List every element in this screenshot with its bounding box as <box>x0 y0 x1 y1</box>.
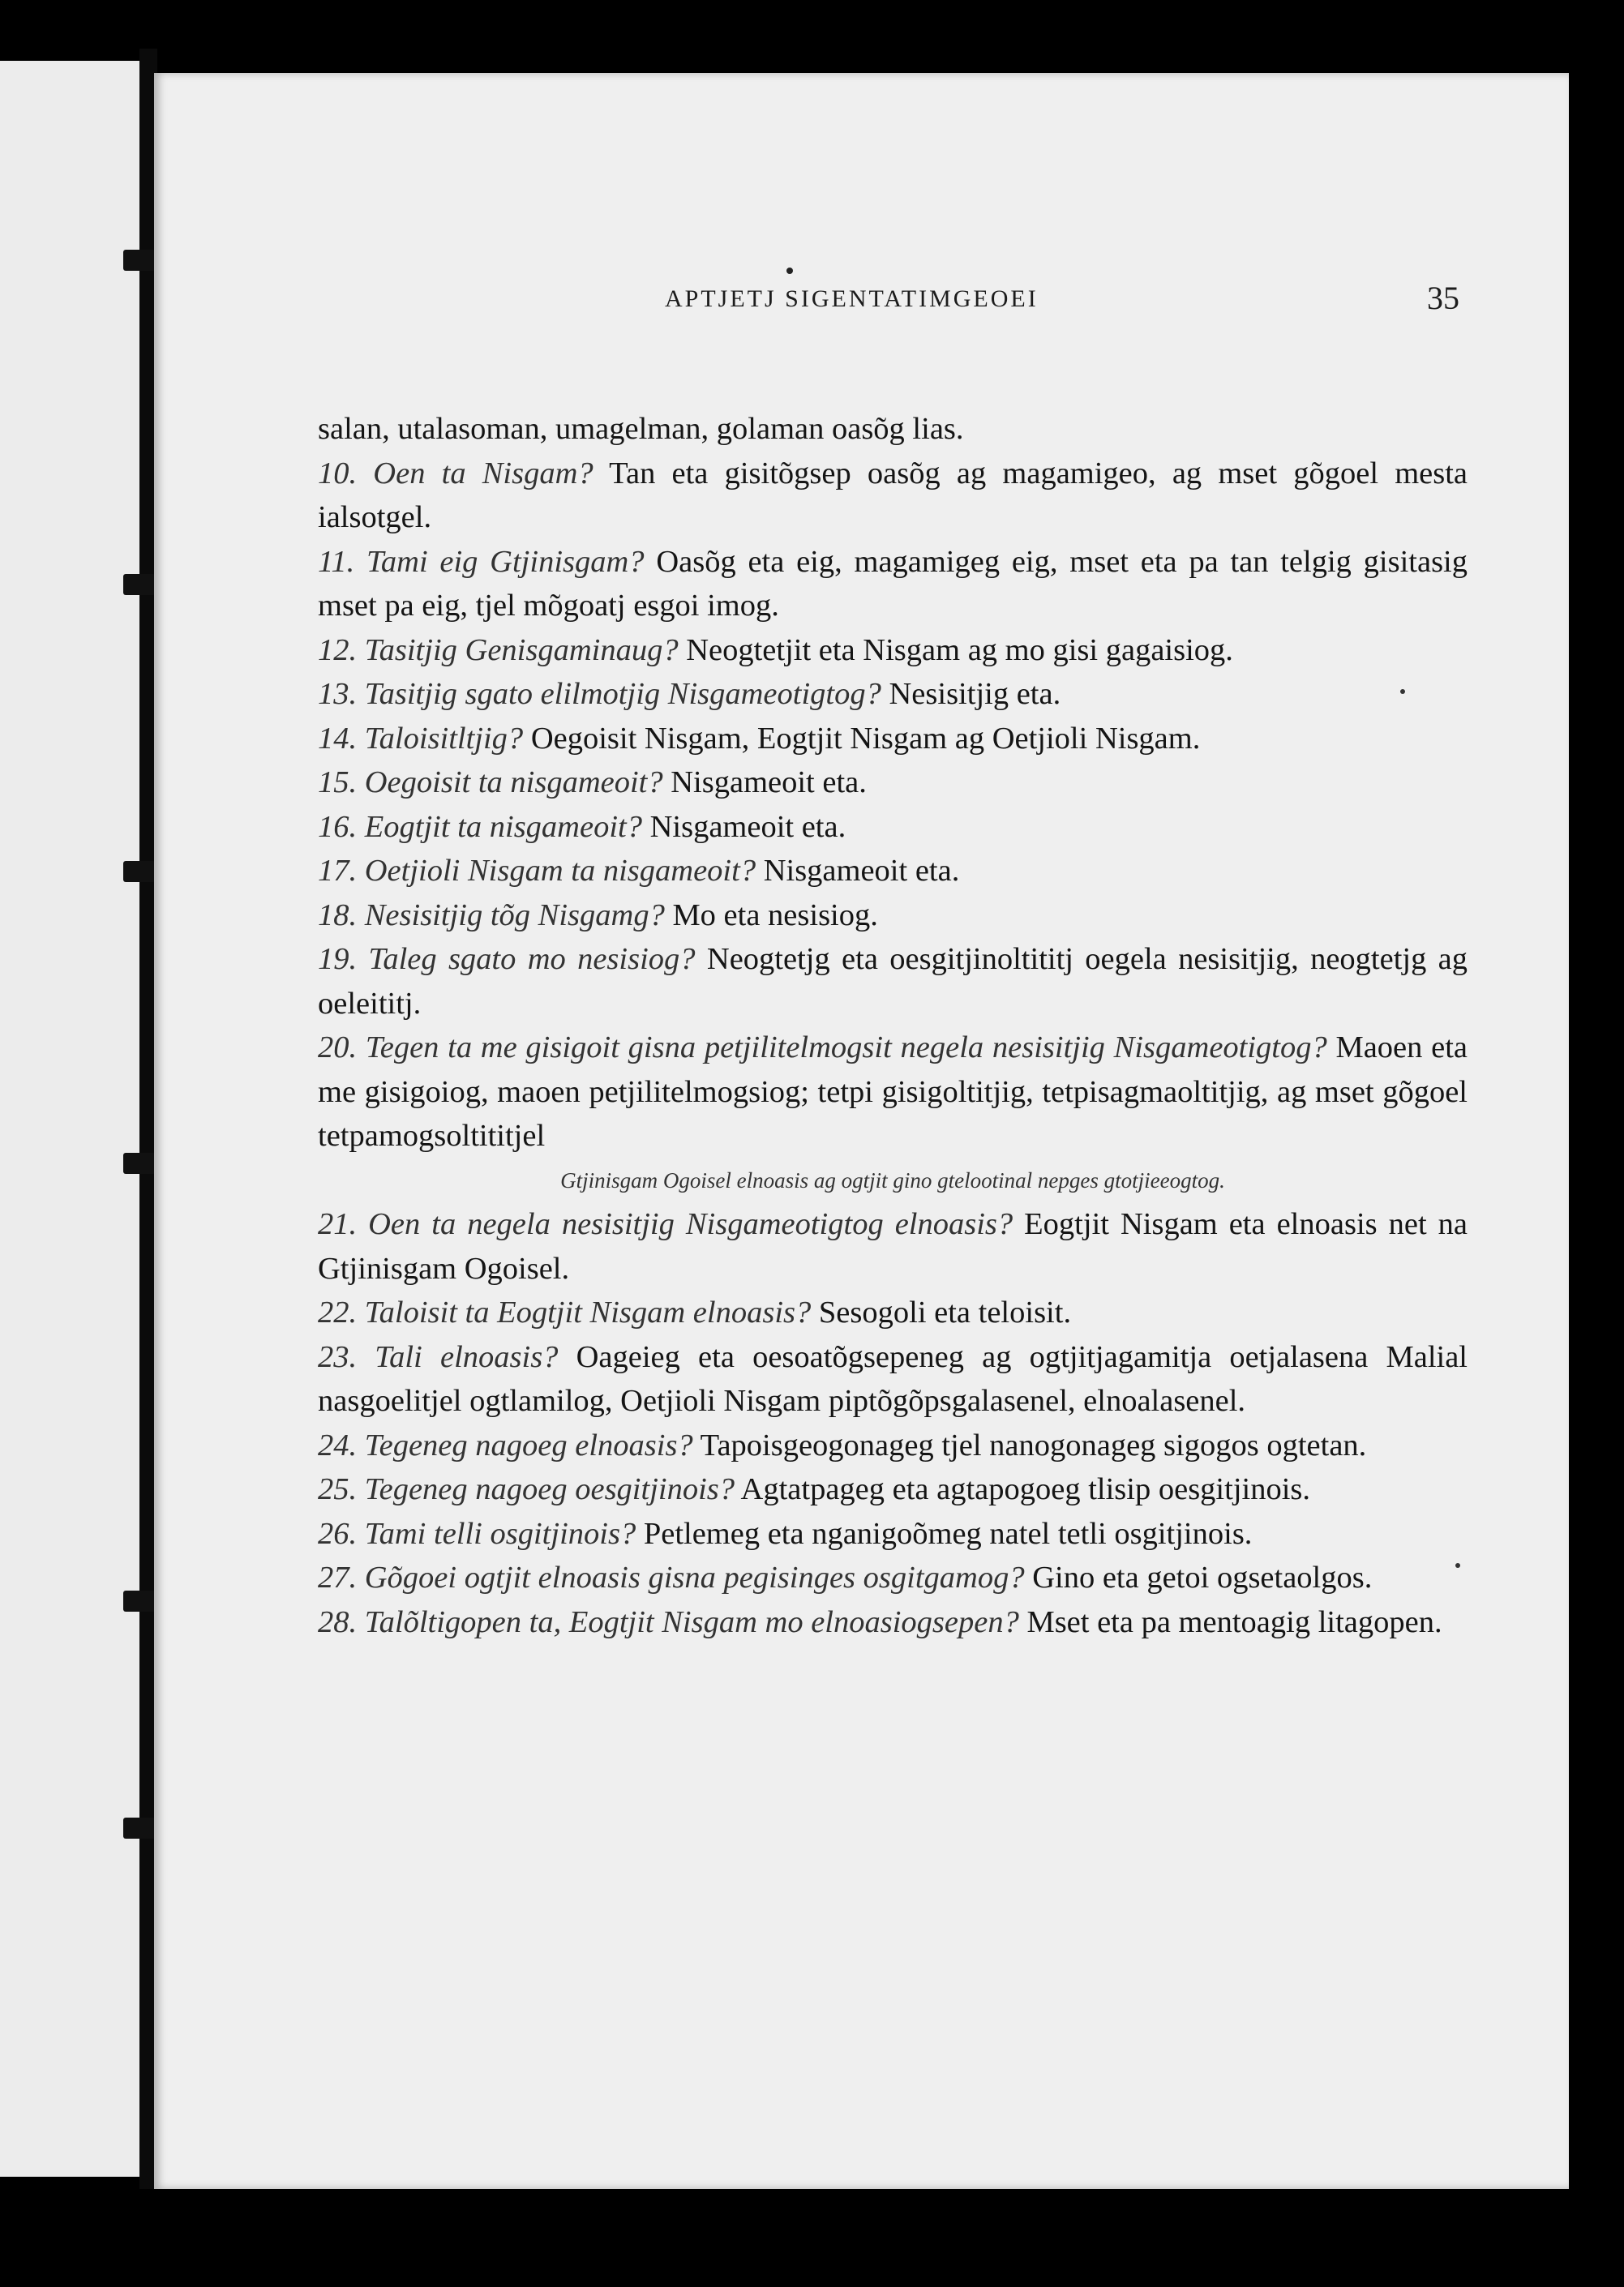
intro-line: salan, utalasoman, umagelman, golaman oasõg lias. <box>318 412 964 446</box>
qa-17 <box>318 849 1468 893</box>
qa-15 <box>318 760 1468 805</box>
question-11: 11. Tami eig Gtjinisgam? <box>318 544 645 579</box>
qa-11 <box>318 540 1468 628</box>
qa-19 <box>318 937 1468 1026</box>
answer-13: Nesisitjig eta. <box>889 677 1061 711</box>
qa-22 <box>318 1291 1468 1335</box>
question-16: 16. Eogtjit ta nisgameoit? <box>318 809 642 844</box>
binding-clip-4 <box>123 1153 156 1174</box>
answer-21: Eogtjit Nisgam eta elnoasis net na Gtjinisgam Ogoisel. <box>318 1207 1468 1286</box>
answer-25: Agtatpageg eta agtapogoeg tlisip oesgitjinois. <box>740 1472 1311 1506</box>
question-21: 21. Oen ta negela nesisitjig Nisgameotigtog elnoasis? <box>318 1207 1013 1241</box>
answer-18: Mo eta nesisiog. <box>672 897 878 932</box>
binding-clip-6 <box>123 1818 156 1839</box>
question-23: 23. Tali elnoasis? <box>318 1339 559 1374</box>
qa-28 <box>318 1600 1468 1645</box>
running-head: APTJETJ SIGENTATIMGEOEI <box>665 285 1039 312</box>
header-dot <box>786 268 793 274</box>
body-text <box>318 407 1468 1644</box>
binding-clip-2 <box>123 574 156 595</box>
qa-14 <box>318 717 1468 761</box>
answer-17: Nisgameoit eta. <box>763 854 960 888</box>
qa-16 <box>318 805 1468 850</box>
section-caption: Gtjinisgam Ogoisel elnoasis ag ogtjit gino gtelootinal nepges gtotjieeogtog. <box>560 1167 1225 1193</box>
qa-27 <box>318 1556 1468 1600</box>
question-20: 20. Tegen ta me gisigoit gisna petjilitelmogsit negela nesisitjig Nisgameotigtog? <box>318 1030 1327 1064</box>
question-27: 27. Gõgoei ogtjit elnoasis gisna pegisinges osgitgamog? <box>318 1561 1025 1595</box>
binding-clip-3 <box>123 861 156 882</box>
qa-13 <box>318 672 1468 717</box>
answer-10: Tan eta gisitõgsep oasõg ag magamigeo, ag mset gõgoel mesta ialsotgel. <box>318 456 1468 534</box>
question-22: 22. Taloisit ta Eogtjit Nisgam elnoasis? <box>318 1296 812 1330</box>
answer-28: Mset eta pa mentoagig litagopen. <box>1026 1604 1442 1639</box>
left-page-edge <box>0 61 139 2177</box>
qa-18 <box>318 893 1468 938</box>
answer-16: Nisgameoit eta. <box>649 809 846 844</box>
question-25: 25. Tegeneg nagoeg oesgitjinois? <box>318 1472 735 1506</box>
answer-11: Oasõg eta eig, magamigeg eig, mset eta pa tan telgig gisitasig mset pa eig, tjel mõgoatj esgoi imog. <box>318 544 1468 623</box>
answer-22: Sesogoli eta teloisit. <box>818 1296 1072 1330</box>
binding-clip-5 <box>123 1591 156 1612</box>
question-18: 18. Nesisitjig tõg Nisgamg? <box>318 897 665 932</box>
question-14: 14. Taloisitltjig? <box>318 721 524 756</box>
question-13: 13. Tasitjig sgato elilmotjig Nisgameotigtog? <box>318 677 881 711</box>
answer-12: Neogtetjit eta Nisgam ag mo gisi gagaisiog. <box>686 632 1233 667</box>
answer-15: Nisgameoit eta. <box>671 765 867 799</box>
qa-12 <box>318 628 1468 673</box>
page-number: 35 <box>1427 280 1459 316</box>
question-12: 12. Tasitjig Genisgaminaug? <box>318 632 679 667</box>
qa-23 <box>318 1335 1468 1424</box>
answer-24: Tapoisgeogonageg tjel nanogonageg sigogos ogtetan. <box>700 1428 1367 1463</box>
answer-14: Oegoisit Nisgam, Eogtjit Nisgam ag Oetjioli Nisgam. <box>530 721 1201 756</box>
question-28: 28. Talõltigopen ta, Eogtjit Nisgam mo elnoasiogsepen? <box>318 1604 1019 1639</box>
qa-26 <box>318 1512 1468 1557</box>
qa-21 <box>318 1202 1468 1291</box>
answer-26: Petlemeg eta nganigoõmeg natel tetli osgitjinois. <box>643 1516 1253 1551</box>
qa-24 <box>318 1424 1468 1468</box>
answer-27: Gino eta getoi ogsetaolgos. <box>1032 1561 1373 1595</box>
question-24: 24. Tegeneg nagoeg elnoasis? <box>318 1428 693 1463</box>
question-15: 15. Oegoisit ta nisgameoit? <box>318 765 663 799</box>
answer-23: Oageieg eta oesoatõgsepeneg ag ogtjitjagamitja oetjalasena Malial nasgoelitjel ogtlamilog, Oetjioli Nisgam piptõgõpsgalasenel, elnoalasenel. <box>318 1339 1468 1418</box>
answer-19: Neogtetjg eta oesgitjinoltititj oegela nesisitjig, neogtetjg ag oeleititj. <box>318 942 1468 1021</box>
question-10: 10. Oen ta Nisgam? <box>318 456 593 490</box>
question-19: 19. Taleg sgato mo nesisiog? <box>318 942 696 976</box>
qa-10 <box>318 452 1468 540</box>
binding-clip-1 <box>123 250 156 271</box>
answer-20: Maoen eta me gisigoiog, maoen petjilitelmogsiog; tetpi gisigoltitjig, tetpisagmaoltitjig, ag mset gõgoel tetpamogsoltititjel <box>318 1030 1468 1153</box>
question-17: 17. Oetjioli Nisgam ta nisgameoit? <box>318 854 756 888</box>
page-header <box>154 268 1569 316</box>
qa-20 <box>318 1026 1468 1158</box>
question-26: 26. Tami telli osgitjinois? <box>318 1516 636 1551</box>
qa-25 <box>318 1467 1468 1512</box>
